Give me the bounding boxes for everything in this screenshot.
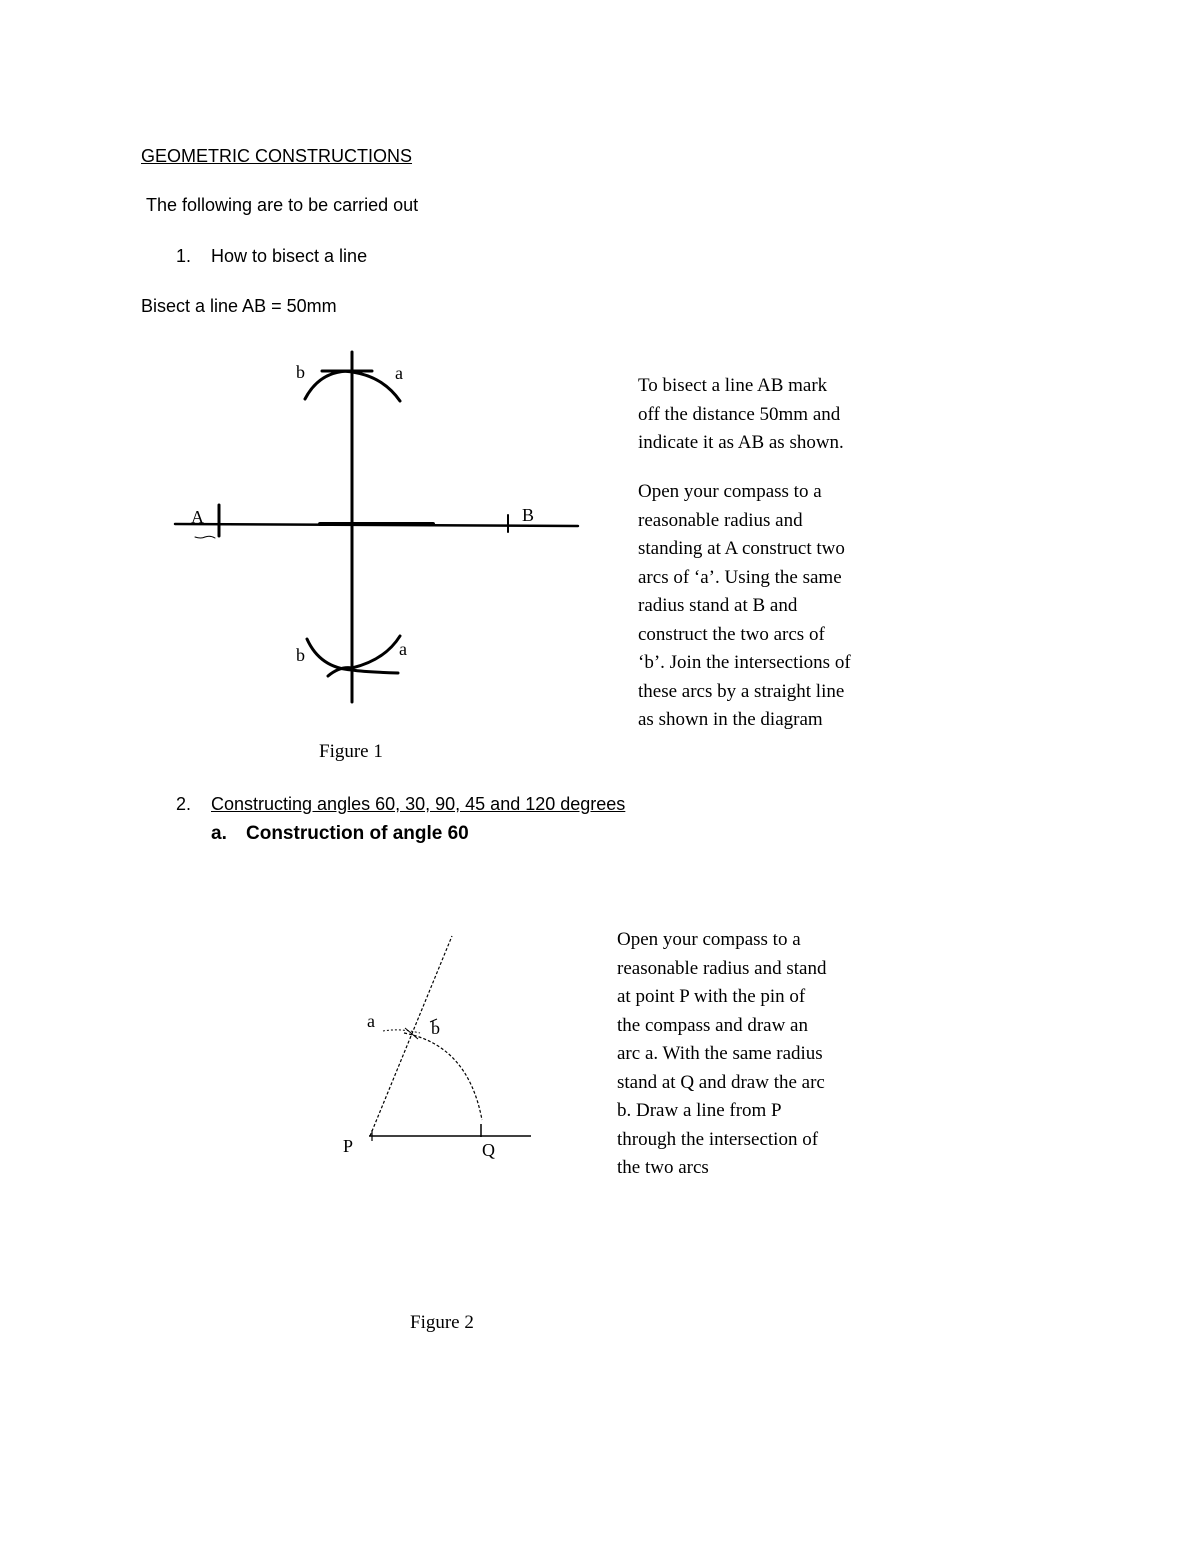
intro-text: The following are to be carried out bbox=[146, 195, 419, 215]
label-a-bottom: a bbox=[399, 639, 407, 659]
label-b-arc: b bbox=[431, 1018, 440, 1038]
item-2-heading: Constructing angles 60, 30, 90, 45 and 120 degrees bbox=[211, 794, 626, 814]
figure-1-description-p1: To bisect a line AB mark off the distance 50mm and indicate it as AB as shown. bbox=[638, 375, 844, 453]
page-title: GEOMETRIC CONSTRUCTIONS bbox=[141, 146, 413, 166]
label-b-point: B bbox=[522, 505, 535, 525]
figure-1-description-p2: Open your compass to a reasonable radius and standing at A construct two arcs of ‘a’. Using the same radius stand at B and construct the two arcs of ‘b’. Join the intersections of these arcs by a straight line as shown in the diagram bbox=[638, 481, 851, 730]
sub-a-letter: a. bbox=[211, 823, 227, 844]
figure-2-caption: Figure 2 bbox=[410, 1312, 474, 1333]
sub-a-heading: Construction of angle 60 bbox=[246, 823, 469, 844]
label-a-top: a bbox=[395, 363, 403, 383]
task-1-text: Bisect a line AB = 50mm bbox=[141, 296, 337, 316]
item-2-number: 2. bbox=[176, 794, 192, 814]
label-q-point: Q bbox=[482, 1140, 495, 1160]
item-1-number: 1. bbox=[176, 246, 192, 266]
figure-1-caption: Figure 1 bbox=[319, 741, 383, 762]
label-p-point: P bbox=[343, 1136, 354, 1156]
label-b-bottom: b bbox=[296, 645, 305, 665]
item-1-heading: How to bisect a line bbox=[211, 246, 368, 266]
arc-a bbox=[383, 1030, 420, 1033]
label-a-point: A bbox=[191, 507, 204, 527]
label-a-arc: a bbox=[367, 1011, 375, 1031]
label-b-top: b bbox=[296, 362, 305, 382]
figure-2-description: Open your compass to a reasonable radius and stand at point P with the pin of the compass and draw an arc a. With the same radius stand at Q and draw the arc b. Draw a line from P through the intersection of the two arcs bbox=[617, 929, 827, 1178]
arc-b bbox=[404, 1033, 482, 1120]
